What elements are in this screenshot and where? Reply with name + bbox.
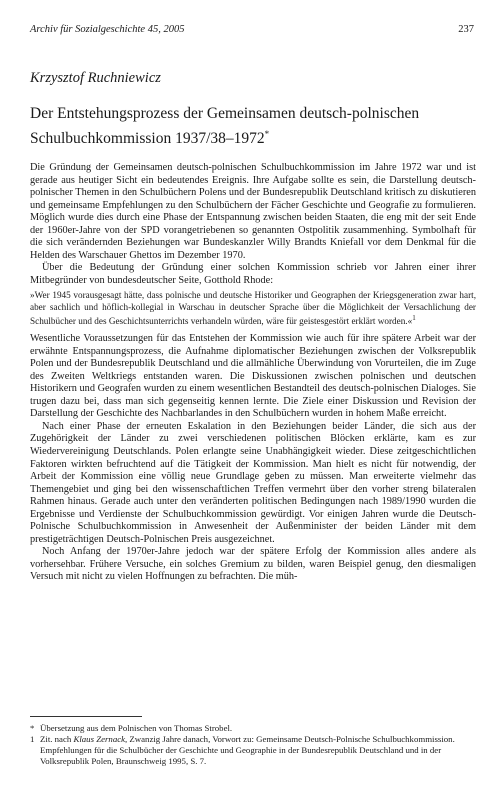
- article-body: [30, 162, 476, 584]
- footnote-text: , Zwanzig Jahre danach, Vorwort zu: Gemeinsame Deutsch-Polnische Schulbuchkommission. Empfehlungen für die Schulbücher der Geschichte und Geographie in der Bundesrepublik Deutschland und in der Volksrepublik Polen, Braunschweig 1995, S. 7.: [40, 734, 455, 766]
- footnotes: [30, 723, 476, 767]
- footnote-marker: *: [30, 723, 35, 733]
- title-line-2: Schulbuchkommission 1937/38–1972: [30, 130, 265, 148]
- paragraph: Noch Anfang der 1970er-Jahre jedoch war der spätere Erfolg der Kommission alles andere als vorhersehbar. Frühere Versuche, ein solches Gremium zu bilden, waren Beispiel genug, den diesmaligen Versuch mit nicht zu vielen Hoffnungen zu befrachten. Die müh-: [30, 546, 476, 583]
- paragraph: Die Gründung der Gemeinsamen deutsch-polnischen Schulbuchkommission im Jahre 1972 war und ist gerade aus heutiger Sicht ein bedeutendes Ereignis. Ihre Aufgabe sollte es sein, die Darstellung deutsch-polnischer Themen in den Schulbüchern Polens und der Bundesrepublik Deutschland kritisch zu diskutieren und gemeinsame Empfehlungen zu den Schulbüchern der Fächer Geschichte und Geografie zu formulieren. Möglich wurde dies durch eine Phase der Entspannung zwischen beiden Staaten, die eng mit der seit Ende der 1960er-Jahre von der SPD vorangetriebenen so genannten Ostpolitik zusammenhing. Symbolhaft für die sich verändernden Beziehungen war Bundeskanzler Willy Brandts Kniefall vor dem Denkmal für die Helden des Warschauer Ghettos im Dezember 1970.: [30, 162, 476, 261]
- quote-footnote-marker[interactable]: 1: [412, 314, 416, 323]
- footnote-author: Klaus Zernack: [73, 734, 126, 744]
- title-footnote-marker[interactable]: *: [264, 129, 270, 139]
- paragraph: Über die Bedeutung der Gründung einer solchen Kommission schrieb vor Jahren einer ihrer Mitbegründer von bundesdeutscher Seite, Gotthold Rhode:: [30, 262, 476, 286]
- author-name: Krzysztof Ruchniewicz: [30, 70, 161, 86]
- running-head: [30, 24, 474, 38]
- footnote-text: Zit. nach: [40, 734, 74, 744]
- quote-text: »Wer 1945 vorausgesagt hätte, dass polnische und deutsche Historiker und Geographen der Kriegsgeneration zwar hart, aber sachlich und höflich-kollegial in Warschau in deutscher Sprache über die Möglichkeit der Versachlichung der Schulbücher und des Geschichtsunterrichts verhandeln würden, wäre für geistesgestört erklärt worden.«: [30, 290, 476, 327]
- paragraph: Nach einer Phase der erneuten Eskalation in den Beziehungen beider Länder, die sich aus der Zugehörigkeit der Länder zu zwei verschiedenen politischen Blöcken erklärte, kam es zur Wiedervereinigung Deutschlands. Polen erlangte seine Unabhängigkeit wieder. Diese zeitgeschichtlichen Faktoren wirkten befruchtend auf die Tätigkeit der Kommission. Man hielt es nicht für notwendig, der Arbeit der Kommission eine völlig neue Grundlage geben zu müssen. Man erweiterte vielmehr das Themengebiet und ging bei den wissenschaftlichen Treffen vermehrt über den vorher streng bilateralen Rahmen hinaus. Gerade auch unter den veränderten politischen Bedingungen nach 1989/1990 wurden die Ergebnisse und Verdienste der Schulbuchkommission gewürdigt. Vor einigen Jahren wurde die Deutsch-Polnische Schulbuchkommission in Anwesenheit der Außenminister der beiden Länder mit dem prestigeträchtigen Deutsch-Polnischen Preis ausgezeichnet.: [30, 420, 476, 545]
- page-number: 237: [458, 24, 474, 35]
- paragraph: Wesentliche Voraussetzungen für das Entstehen der Kommission wie auch für ihre spätere Arbeit war der erwähnte Entspannungsprozess, die Aufnahme diplomatischer Beziehungen zwischen der Volksrepublik Polen und der Bundesrepublik Deutschland und die allmähliche Überwindung von Vorurteilen, die im Zuge des Zweiten Weltkriegs entstanden waren. Die Diskussionen zwischen polnischen und deutschen Historikern und Geografen wurden zu einem wesentlichen Bestandteil des deutsch-polnischen Dialoges. Sie trugen dazu bei, dass man sich gegenseitig kennen lernte. Die Ziele einer Diskussion und Revision der Darstellung der Geschichte des Nachbarlandes in den Schulbüchern wurden in hohem Maße erreicht.: [30, 333, 476, 420]
- title-line-1: Der Entstehungsprozess der Gemeinsamen deutsch-polnischen: [30, 105, 420, 122]
- footnote-marker: 1: [30, 734, 35, 744]
- block-quote: [30, 290, 476, 328]
- journal-citation: Archiv für Sozialgeschichte 45, 2005: [30, 24, 185, 35]
- footnote-item: [30, 723, 476, 734]
- footnote-item: [30, 734, 476, 767]
- footnote-divider: [30, 716, 142, 717]
- article-title: [30, 104, 474, 149]
- footnote-text: Übersetzung aus dem Polnischen von Thomas Strobel.: [40, 723, 233, 733]
